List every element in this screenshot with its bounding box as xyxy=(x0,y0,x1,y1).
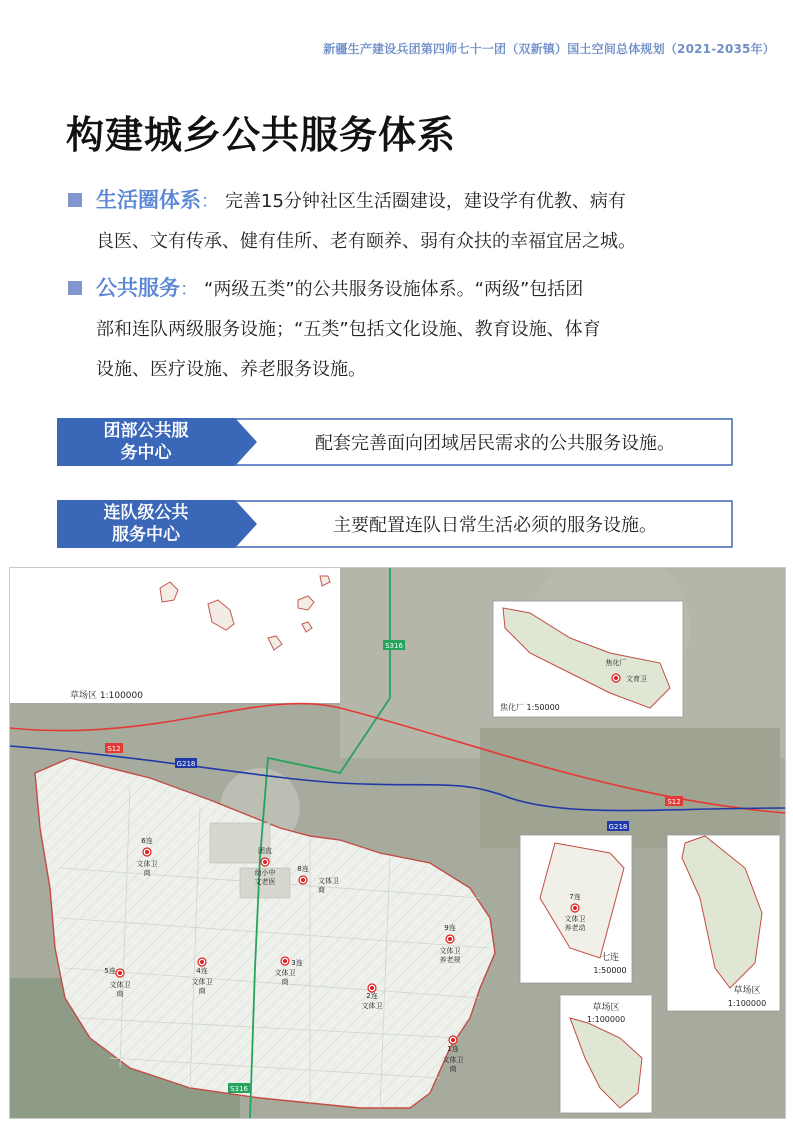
inset-name: 七连 xyxy=(600,953,620,963)
road-shield-s316-top xyxy=(383,640,405,650)
point-name: 1连 xyxy=(447,1045,459,1053)
point-label: 文体卫 xyxy=(191,978,213,986)
bullet-square-icon xyxy=(68,281,82,295)
road-label: G218 xyxy=(608,823,628,831)
point-name: 4连 xyxy=(196,967,208,975)
point-name: 5连 xyxy=(104,967,116,975)
point-name: 8连 xyxy=(297,865,309,873)
point-label: 文育卫 xyxy=(626,675,647,683)
service-level-regiment xyxy=(57,418,733,466)
bullet-square-icon xyxy=(68,193,82,207)
inset-7th-company xyxy=(520,835,632,983)
page-title: 构建城乡公共服务体系 xyxy=(66,113,457,157)
service-tag-line: 团部公共服 xyxy=(103,421,189,441)
point-label: 商 xyxy=(281,978,289,986)
point-label: 养老动 xyxy=(564,924,586,932)
bullet-colon: ： xyxy=(180,279,198,300)
point-label: 商 xyxy=(318,886,325,894)
bullet-life-circle xyxy=(68,180,740,262)
road-shield-g218-left xyxy=(175,758,197,768)
road-shield-s12-left xyxy=(105,743,123,753)
point-label: 商 xyxy=(449,1065,457,1073)
point-label: 幼小中 xyxy=(254,869,276,877)
point-label: 文体卫 xyxy=(361,1002,383,1010)
point-label: 文体卫 xyxy=(109,981,131,989)
point-name: 团直 xyxy=(258,847,272,855)
inset-scale: 1:50000 xyxy=(593,966,627,975)
service-description: 主要配置连队日常生活必须的服务设施。 xyxy=(333,515,657,536)
inset-scale: 焦化厂 1:50000 xyxy=(500,703,560,712)
road-label: S12 xyxy=(667,798,681,806)
point-name: 3连 xyxy=(291,959,303,967)
bullet-public-services xyxy=(68,268,740,390)
bullet-text-line: “两级五类”的公共服务设施体系。“两级”包括团 xyxy=(204,279,584,300)
service-tag-arrow xyxy=(57,418,277,466)
point-label: 文体卫 xyxy=(136,860,158,868)
point-label: 文体卫 xyxy=(274,969,296,977)
service-tag-arrow xyxy=(57,500,277,548)
bullet-keyword: 生活圈体系 xyxy=(96,188,201,212)
service-level-company xyxy=(57,500,733,548)
road-label: S316 xyxy=(385,642,403,650)
service-tag-line: 服务中心 xyxy=(112,525,180,545)
bullet-colon: ： xyxy=(201,191,219,212)
road-label: G218 xyxy=(176,760,196,768)
point-name: 7连 xyxy=(569,893,581,901)
point-label: 商 xyxy=(143,869,151,877)
planning-map xyxy=(9,567,786,1119)
bullet-keyword: 公共服务 xyxy=(96,276,180,300)
service-tag-line: 务中心 xyxy=(120,443,172,463)
inset-pasture-right xyxy=(667,835,780,1011)
point-name: 9连 xyxy=(444,924,456,932)
map-canvas xyxy=(10,568,785,1118)
point-label: 商 xyxy=(116,990,124,998)
bullet-text-line: 部和连队两级服务设施；“五类”包括文化设施、教育设施、体育 xyxy=(96,319,601,340)
point-label: 文体卫 xyxy=(564,915,586,923)
inset-name: 草场区 xyxy=(733,986,761,996)
bullet-text-line: 完善15分钟社区生活圈建设，建设学有优教、病有 xyxy=(225,191,626,212)
point-label: 文老医 xyxy=(254,878,276,886)
service-tag-line: 连队级公共 xyxy=(103,503,189,523)
road-label: S316 xyxy=(230,1085,248,1093)
point-name: 焦化厂 xyxy=(605,659,627,667)
point-label: 文体卫 xyxy=(439,947,461,955)
road-label: S12 xyxy=(107,745,121,753)
road-shield-g218-right xyxy=(607,821,629,831)
point-label: 商 xyxy=(198,987,206,995)
point-name: 2连 xyxy=(366,992,378,1000)
road-shield-s316-bottom xyxy=(228,1083,250,1093)
inset-top-left-scale: 草场区 1:100000 xyxy=(70,691,143,701)
point-label: 养老规 xyxy=(439,956,461,964)
service-description: 配套完善面向团域居民需求的公共服务设施。 xyxy=(315,433,675,454)
inset-name: 草场区 xyxy=(592,1003,620,1013)
document-header-title: 新疆生产建设兵团第四师七十一团（双新镇）国土空间总体规划（2021-2035年） xyxy=(323,42,775,56)
road-shield-s12-right xyxy=(665,796,683,806)
inset-jiaohua xyxy=(493,601,683,717)
inset-scale: 1:100000 xyxy=(727,999,767,1008)
bullet-text-line: 设施、医疗设施、养老服务设施。 xyxy=(96,359,366,380)
inset-pasture-bottom xyxy=(560,995,652,1113)
inset-scale: 1:100000 xyxy=(586,1015,626,1024)
point-label: 文体卫 xyxy=(318,877,339,885)
bullet-text-line: 良医、文有传承、健有佳所、老有颐养、弱有众扶的幸福宜居之城。 xyxy=(96,231,636,252)
point-name: 6连 xyxy=(141,837,153,845)
point-label: 文体卫 xyxy=(442,1056,464,1064)
